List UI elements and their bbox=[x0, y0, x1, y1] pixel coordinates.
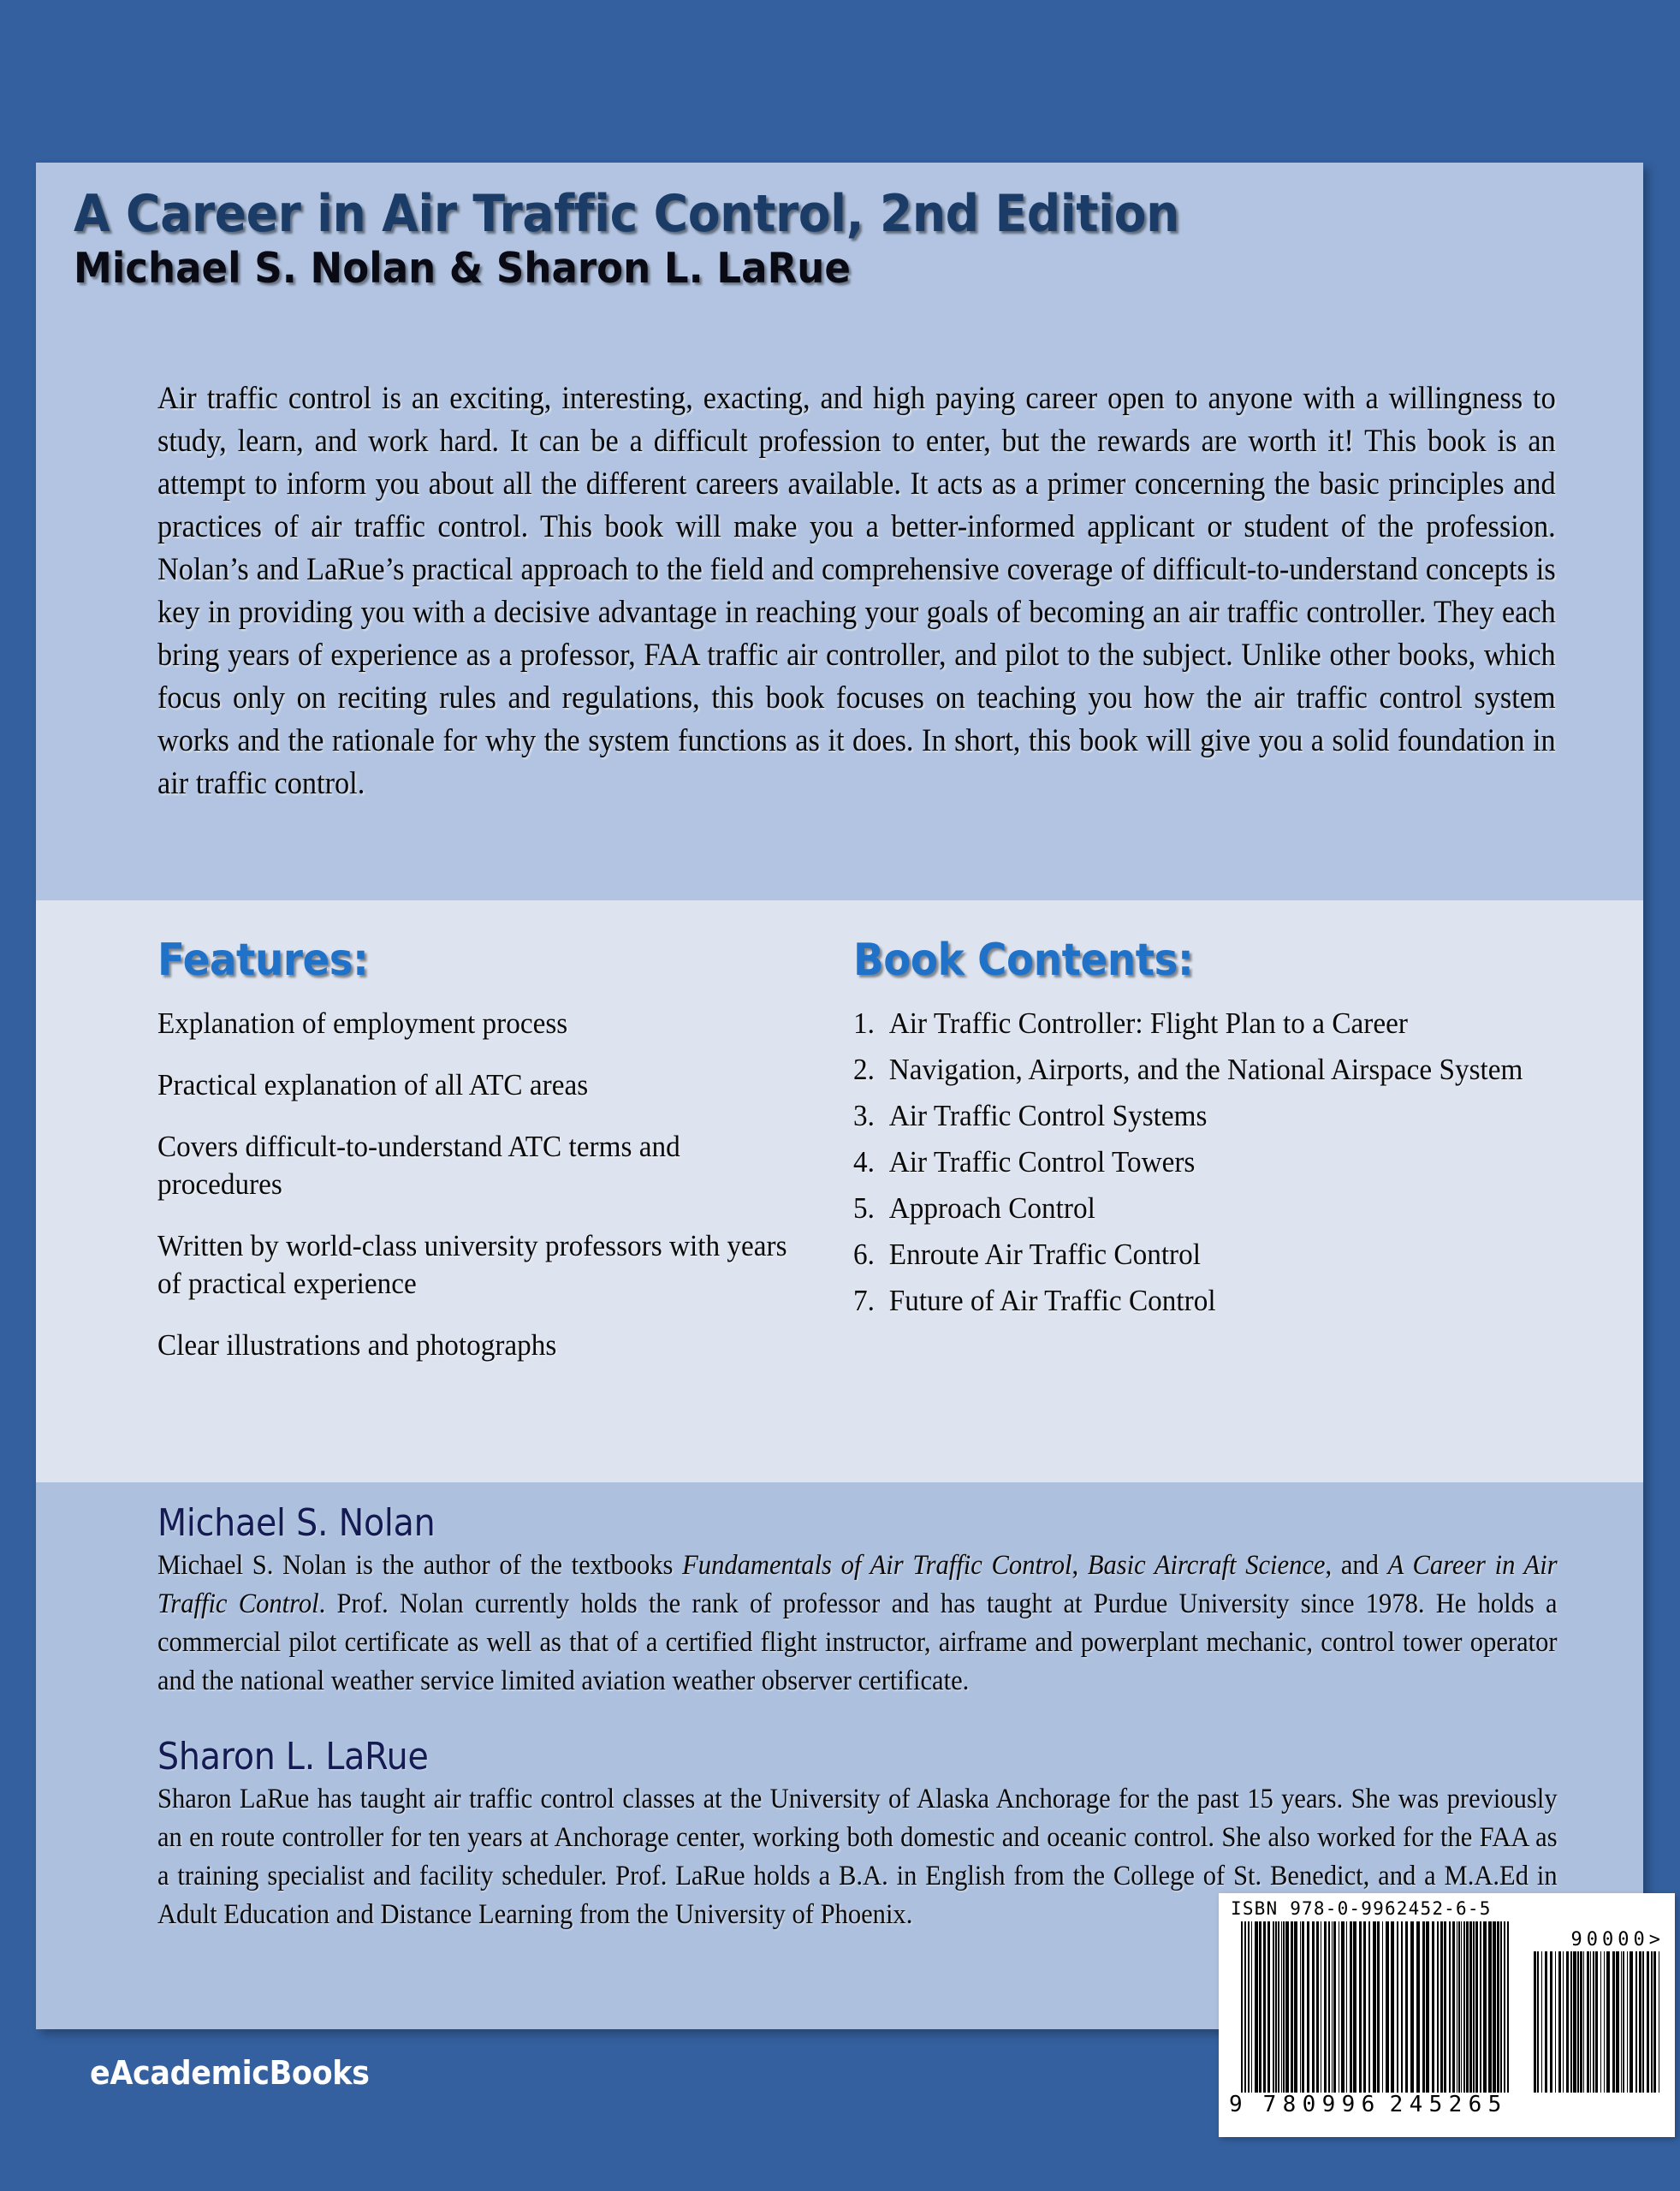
toc-label: Approach Control bbox=[888, 1191, 1095, 1225]
bio-text-pre: Michael S. Nolan is the author of the textbooks bbox=[157, 1550, 683, 1581]
bio-author-text: Sharon LaRue has taught air traffic control classes at the University of Alaska Anchorage for the past 15 years. She was previously an en route controller for ten years at Anchorage center, working both domestic and oceanic control. She also worked for the FAA as a training specialist and facility scheduler. Prof. LaRue holds a B.A. in English from the College of St. Benedict, and a M.A.Ed in Adult Education and Distance Learning from the University of Phoenix. bbox=[157, 1784, 1558, 1930]
toc-label: Air Traffic Control Towers bbox=[888, 1145, 1196, 1179]
table-of-contents bbox=[853, 1005, 1606, 1320]
toc-label: Future of Air Traffic Control bbox=[888, 1284, 1216, 1317]
isbn-barcode bbox=[1219, 1893, 1675, 2137]
bio-author-text bbox=[157, 1547, 1558, 1701]
book-description: Air traffic control is an exciting, interesting, exacting, and high paying career open to anyone with a willingness to study, learn, and work hard. It can be a difficult profession to enter, but the rewards are worth it! This book is an attempt to inform you about all the different careers available. It acts as a primer concerning the basic principles and practices of air traffic control. This book will make you a better-informed applicant or student of the profession. Nolan’s and LaRue’s practical approach to the field and comprehensive coverage of difficult-to-understand concepts is key in providing you with a decisive advantage in reaching your goals of becoming an air traffic controller. They each bring years of experience as a professor, FAA traffic air controller, and pilot to the subject. Unlike other books, which focus only on reciting rules and regulations, this book focuses on teaching you how the air traffic control system works and the rationale for why the system functions as it does. In short, this book will give you a solid foundation in air traffic control. bbox=[157, 380, 1556, 800]
feature-item: Clear illustrations and photographs bbox=[157, 1328, 557, 1362]
feature-item: Practical explanation of all ATC areas bbox=[157, 1068, 589, 1101]
page-title: A Career in Air Traffic Control, 2nd Edition bbox=[74, 184, 1179, 244]
toc-entry bbox=[853, 1005, 1569, 1042]
features-contents-panel bbox=[36, 900, 1643, 1482]
bio-book-title: Fundamentals of Air Traffic Control bbox=[682, 1550, 1072, 1581]
bio-block-nolan bbox=[157, 1501, 1647, 1701]
price-code-label: 90000> bbox=[1570, 1929, 1665, 1951]
toc-entry bbox=[853, 1282, 1569, 1320]
toc-number: 7. bbox=[853, 1284, 875, 1317]
toc-label: Air Traffic Control Systems bbox=[888, 1099, 1208, 1132]
feature-item: Covers difficult-to-understand ATC terms and procedures bbox=[157, 1130, 680, 1201]
ean-left-group: 7 8 0 9 9 6 bbox=[1262, 2092, 1375, 2117]
barcode-bars-main bbox=[1241, 1921, 1511, 2093]
toc-number: 5. bbox=[853, 1191, 875, 1225]
toc-entry bbox=[853, 1051, 1569, 1089]
publisher-logo: eAcademicBooks bbox=[90, 2054, 370, 2092]
isbn-label: ISBN 978-0-9962452-6-5 bbox=[1231, 1898, 1492, 1919]
toc-number: 3. bbox=[853, 1099, 875, 1132]
ean-lead-digit: 9 bbox=[1229, 2092, 1243, 2117]
contents-heading: Book Contents: bbox=[853, 935, 1194, 986]
features-heading: Features: bbox=[157, 935, 369, 986]
ean-digits bbox=[1229, 2092, 1524, 2117]
content-card bbox=[36, 163, 1643, 2029]
bio-book-title: Basic Aircraft Science bbox=[1087, 1550, 1326, 1581]
toc-number: 6. bbox=[853, 1238, 875, 1271]
author-names: Michael S. Nolan & Sharon L. LaRue bbox=[74, 243, 851, 293]
bio-text-sep: , bbox=[1072, 1550, 1088, 1581]
toc-entry bbox=[853, 1097, 1569, 1135]
bio-text-post: . Prof. Nolan currently holds the rank of professor and has taught at Purdue University since 1978. He holds a commercial pilot certificate as well as that of a certified flight instructor, airframe and powerplant mechanic, control tower operator and the national weather service limited aviation weather observer certificate. bbox=[157, 1588, 1558, 1696]
toc-label: Navigation, Airports, and the National Airspace System bbox=[888, 1053, 1523, 1086]
toc-entry bbox=[853, 1236, 1569, 1274]
toc-number: 2. bbox=[853, 1053, 875, 1086]
bio-book-title: A Career in Air Traffic Control bbox=[157, 1550, 1558, 1619]
toc-number: 4. bbox=[853, 1145, 875, 1179]
bio-author-name: Michael S. Nolan bbox=[157, 1501, 436, 1545]
toc-entry bbox=[853, 1190, 1569, 1227]
feature-item: Written by world-class university professors with years of practical experience bbox=[157, 1229, 787, 1300]
title-block bbox=[74, 184, 1588, 293]
toc-entry bbox=[853, 1143, 1569, 1181]
title-panel bbox=[36, 163, 1643, 900]
barcode-bars-addon bbox=[1534, 1951, 1661, 2093]
feature-item: Explanation of employment process bbox=[157, 1006, 568, 1040]
bio-author-name: Sharon L. LaRue bbox=[157, 1735, 429, 1778]
bio-text-sep: , and bbox=[1325, 1550, 1388, 1581]
bios-wrapper bbox=[157, 1501, 1647, 1934]
toc-label: Enroute Air Traffic Control bbox=[888, 1238, 1201, 1271]
toc-number: 1. bbox=[853, 1006, 875, 1040]
toc-label: Air Traffic Controller: Flight Plan to a Career bbox=[888, 1006, 1408, 1040]
ean-right-group: 2 4 5 2 6 5 bbox=[1389, 2092, 1502, 2117]
features-column bbox=[157, 935, 842, 1388]
contents-column bbox=[853, 935, 1606, 1328]
